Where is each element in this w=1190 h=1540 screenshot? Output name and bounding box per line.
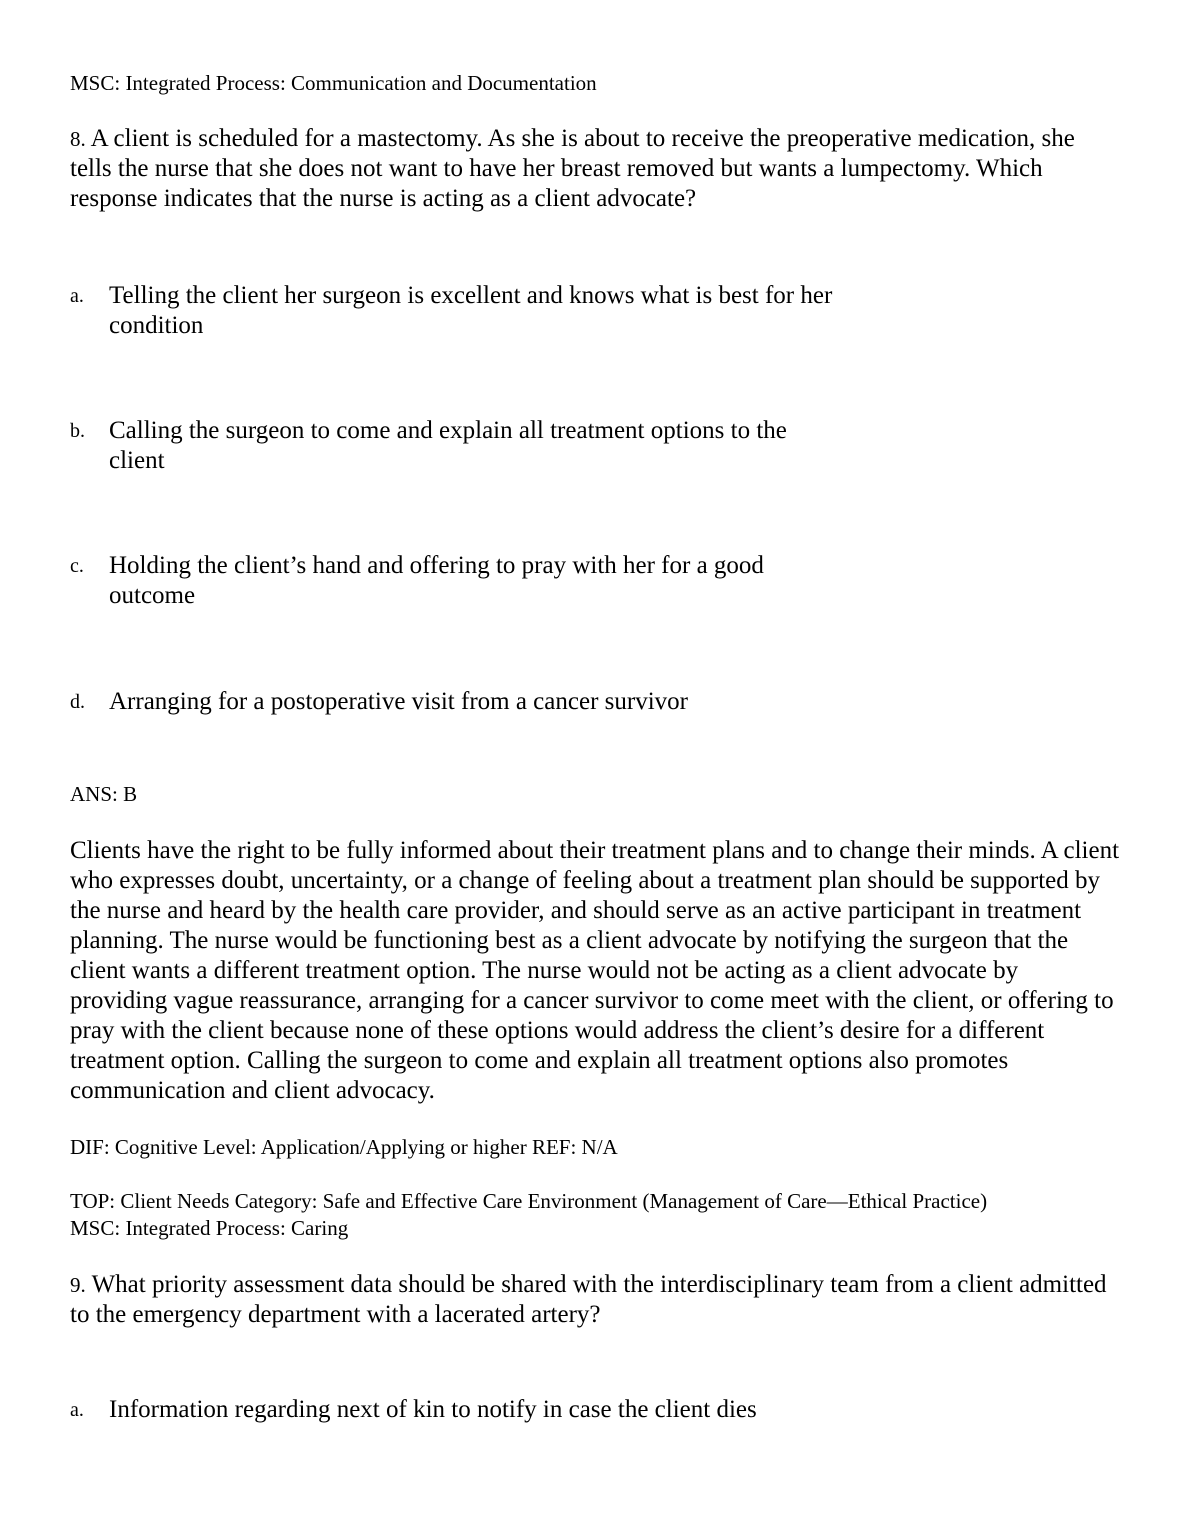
question-9-number: 9. bbox=[70, 1273, 86, 1297]
question-9-text: What priority assessment data should be shared with the interdisciplinary team from a client admitted to the emergency department with a lacerated artery? bbox=[70, 1271, 1107, 1328]
option-text: Arranging for a postoperative visit from a cancer survivor bbox=[109, 688, 688, 715]
option-letter: c. bbox=[70, 555, 84, 577]
msc-line: MSC: Integrated Process: Caring bbox=[70, 1216, 349, 1240]
msc-line-top: MSC: Integrated Process: Communication and Documentation bbox=[70, 71, 597, 95]
question-9-stem bbox=[70, 1270, 1120, 1330]
question-8-text: A client is scheduled for a mastectomy. As she is about to receive the preoperative medication, she tells the nurse that she does not want to have her breast removed but wants a lumpectomy. Which response indicates that the nurse is acting as a client advocate? bbox=[70, 125, 1075, 212]
option-text: Telling the client her surgeon is excellent and knows what is best for her condition bbox=[109, 282, 833, 339]
option-text: Information regarding next of kin to notify in case the client dies bbox=[109, 1396, 757, 1423]
question-8-number: 8. bbox=[70, 127, 86, 151]
option-letter: d. bbox=[70, 691, 85, 713]
option-letter: b. bbox=[70, 420, 85, 442]
question-8-stem bbox=[70, 124, 1120, 214]
option-text: Calling the surgeon to come and explain all treatment options to the client bbox=[109, 417, 787, 474]
rationale: Clients have the right to be fully informed about their treatment plans and to change their minds. A client who expresses doubt, uncertainty, or a change of feeling about a treatment plan should be supported by the nurse and heard by the health care provider, and should serve as an active participant in treatment planning. The nurse would be functioning best as a client advocate by notifying the surgeon that the client wants a different treatment option. The nurse would not be acting as a client advocate by providing vague reassurance, arranging for a cancer survivor to come meet with the client, or offering to pray with the client because none of these options would address the client’s desire for a different treatment option. Calling the surgeon to come and explain all treatment options also promotes communication and client advocacy. bbox=[70, 837, 1120, 1104]
option-letter: a. bbox=[70, 285, 84, 307]
option-letter: a. bbox=[70, 1399, 84, 1421]
answer-line: ANS: B bbox=[70, 782, 138, 806]
option-text: Holding the client’s hand and offering to pray with her for a good outcome bbox=[109, 552, 764, 609]
dif-line: DIF: Cognitive Level: Application/Applying or higher REF: N/A bbox=[70, 1135, 618, 1159]
top-line: TOP: Client Needs Category: Safe and Effective Care Environment (Management of Care—Ethical Practice) bbox=[70, 1189, 988, 1213]
